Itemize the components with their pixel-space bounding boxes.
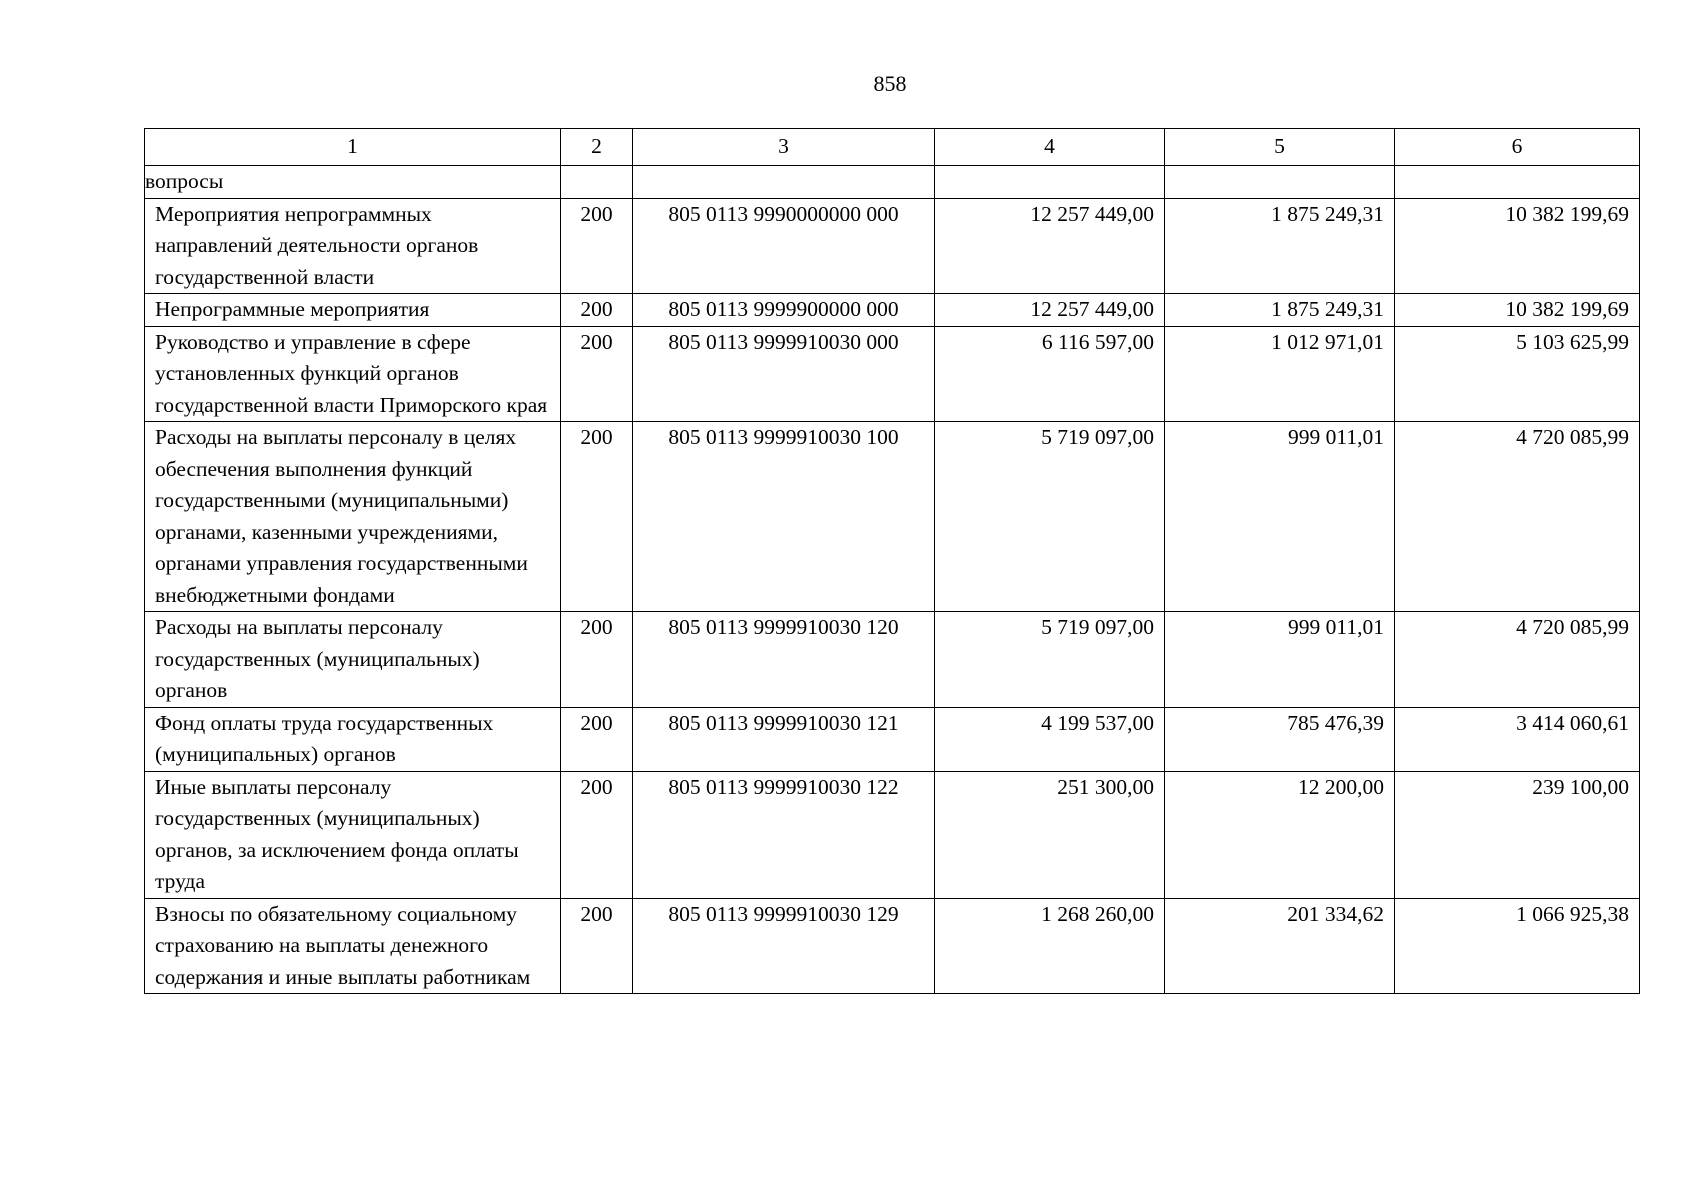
row-value-5: 201 334,62: [1165, 898, 1395, 994]
row-name: Непрограммные мероприятия: [145, 294, 561, 327]
table-row: [145, 198, 1640, 294]
row-name: Расходы на выплаты персоналу государственных (муниципальных) органов: [145, 612, 561, 708]
row-value-5: 999 011,01: [1165, 422, 1395, 612]
table-row: [145, 612, 1640, 708]
row-classification: 805 0113 9990000000 000: [633, 198, 935, 294]
table-body: [145, 166, 1640, 994]
row-name: Фонд оплаты труда государственных (муниципальных) органов: [145, 707, 561, 771]
row-code: [561, 166, 633, 199]
row-value-6: 4 720 085,99: [1395, 422, 1640, 612]
row-value-5: 1 012 971,01: [1165, 326, 1395, 422]
row-value-6: 10 382 199,69: [1395, 294, 1640, 327]
row-value-4: 4 199 537,00: [935, 707, 1165, 771]
row-code: 200: [561, 198, 633, 294]
row-value-4: 5 719 097,00: [935, 612, 1165, 708]
row-code: 200: [561, 707, 633, 771]
row-value-6: 5 103 625,99: [1395, 326, 1640, 422]
row-value-4: [935, 166, 1165, 199]
row-classification: 805 0113 9999910030 100: [633, 422, 935, 612]
row-code: 200: [561, 294, 633, 327]
table-header: [145, 129, 1640, 166]
header-row: [145, 129, 1640, 166]
table-row: [145, 422, 1640, 612]
row-classification: 805 0113 9999900000 000: [633, 294, 935, 327]
row-value-4: 12 257 449,00: [935, 294, 1165, 327]
row-classification: 805 0113 9999910030 000: [633, 326, 935, 422]
row-classification: 805 0113 9999910030 121: [633, 707, 935, 771]
row-name: Иные выплаты персоналу государственных (муниципальных) органов, за исключением фонда оплаты труда: [145, 771, 561, 898]
row-value-5: 785 476,39: [1165, 707, 1395, 771]
row-value-4: 5 719 097,00: [935, 422, 1165, 612]
table-row: [145, 326, 1640, 422]
row-value-4: 12 257 449,00: [935, 198, 1165, 294]
row-value-6: [1395, 166, 1640, 199]
row-name: Взносы по обязательному социальному страхованию на выплаты денежного содержания и иные выплаты работникам: [145, 898, 561, 994]
row-code: 200: [561, 326, 633, 422]
column-header: 3: [633, 129, 935, 166]
page-number: 858: [873, 71, 907, 96]
row-value-5: 1 875 249,31: [1165, 198, 1395, 294]
row-name: вопросы: [145, 166, 561, 199]
column-header: 1: [145, 129, 561, 166]
row-value-5: 12 200,00: [1165, 771, 1395, 898]
row-name: Расходы на выплаты персоналу в целях обеспечения выполнения функций государственными (муниципальными) органами, казенными учреждениями, органами управления государственными внебюджетными фондами: [145, 422, 561, 612]
row-classification: [633, 166, 935, 199]
row-code: 200: [561, 898, 633, 994]
table-row: [145, 294, 1640, 327]
row-name: Руководство и управление в сфере установленных функций органов государственной власти Приморского края: [145, 326, 561, 422]
row-classification: 805 0113 9999910030 129: [633, 898, 935, 994]
row-classification: 805 0113 9999910030 122: [633, 771, 935, 898]
row-value-5: 1 875 249,31: [1165, 294, 1395, 327]
row-code: 200: [561, 422, 633, 612]
row-code: 200: [561, 771, 633, 898]
budget-table: [144, 128, 1640, 994]
row-value-4: 6 116 597,00: [935, 326, 1165, 422]
row-value-4: 251 300,00: [935, 771, 1165, 898]
row-value-6: 10 382 199,69: [1395, 198, 1640, 294]
row-value-6: 4 720 085,99: [1395, 612, 1640, 708]
row-value-6: 1 066 925,38: [1395, 898, 1640, 994]
column-header: 6: [1395, 129, 1640, 166]
row-value-5: 999 011,01: [1165, 612, 1395, 708]
row-value-5: [1165, 166, 1395, 199]
row-classification: 805 0113 9999910030 120: [633, 612, 935, 708]
column-header: 5: [1165, 129, 1395, 166]
table-row: [145, 898, 1640, 994]
table-row: [145, 707, 1640, 771]
row-value-6: 3 414 060,61: [1395, 707, 1640, 771]
table-row: [145, 166, 1640, 199]
row-value-4: 1 268 260,00: [935, 898, 1165, 994]
column-header: 2: [561, 129, 633, 166]
row-value-6: 239 100,00: [1395, 771, 1640, 898]
table-row: [145, 771, 1640, 898]
row-name: Мероприятия непрограммных направлений деятельности органов государственной власти: [145, 198, 561, 294]
column-header: 4: [935, 129, 1165, 166]
row-code: 200: [561, 612, 633, 708]
